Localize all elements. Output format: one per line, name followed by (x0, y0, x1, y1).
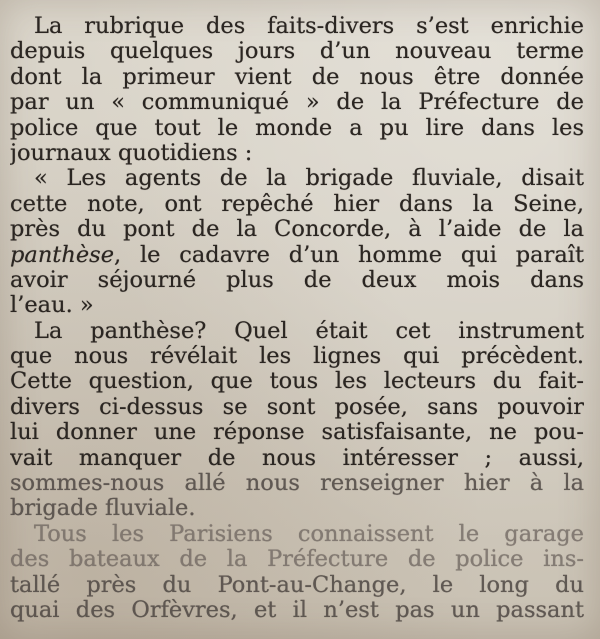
text-line: vait manquer de nous intéresser ; aussi, (10, 445, 584, 471)
text-line: police que tout le monde a pu lire dans les (10, 115, 584, 141)
text-line: lui donner une réponse satisfaisante, ne pou- (10, 420, 584, 446)
text-line: par un « communiqué » de la Préfecture de (10, 90, 584, 116)
text-line: cette note, ont repêché hier dans la Seine, (10, 191, 584, 217)
text-line-rest: , le cadavre d’un homme qui paraît (114, 242, 584, 268)
text-line: journaux quotidiens : (10, 140, 253, 166)
text-line-with-italic (10, 243, 584, 268)
text-line: tallé près du Pont-au-Change, le long du (10, 572, 584, 598)
text-line: brigade fluviale. (10, 496, 196, 522)
text-line: sommes-nous allé nous renseigner hier à la (10, 471, 584, 497)
text-line: depuis quelques jours d’un nouveau terme (10, 39, 584, 65)
text-line: La rubrique des faits-divers s’est enrichie (34, 14, 584, 39)
text-line: près du pont de la Concorde, à l’aide de la (10, 217, 584, 243)
text-line: des bateaux de la Préfecture de police ins- (10, 547, 584, 573)
text-line: dont la primeur vient de nous être donnée (10, 64, 584, 90)
text-line: l’eau. » (10, 293, 94, 319)
text-line: que nous révélait les lignes qui précèdent. (10, 344, 584, 370)
text-line: « Les agents de la brigade fluviale, disait (34, 166, 584, 192)
text-line: Tous les Parisiens connaissent le garage (34, 521, 584, 547)
article-text (10, 14, 584, 623)
text-line: avoir séjourné plus de deux mois dans (10, 267, 584, 293)
italic-term: panthèse (10, 242, 115, 268)
text-line: La panthèse? Quel était cet instrument (34, 318, 584, 344)
text-line: Cette question, que tous les lecteurs du fait- (10, 369, 584, 395)
text-line: divers ci-dessus se sont posée, sans pouvoir (10, 394, 584, 420)
text-line: quai des Orfèvres, et il n’est pas un passant (10, 597, 584, 623)
